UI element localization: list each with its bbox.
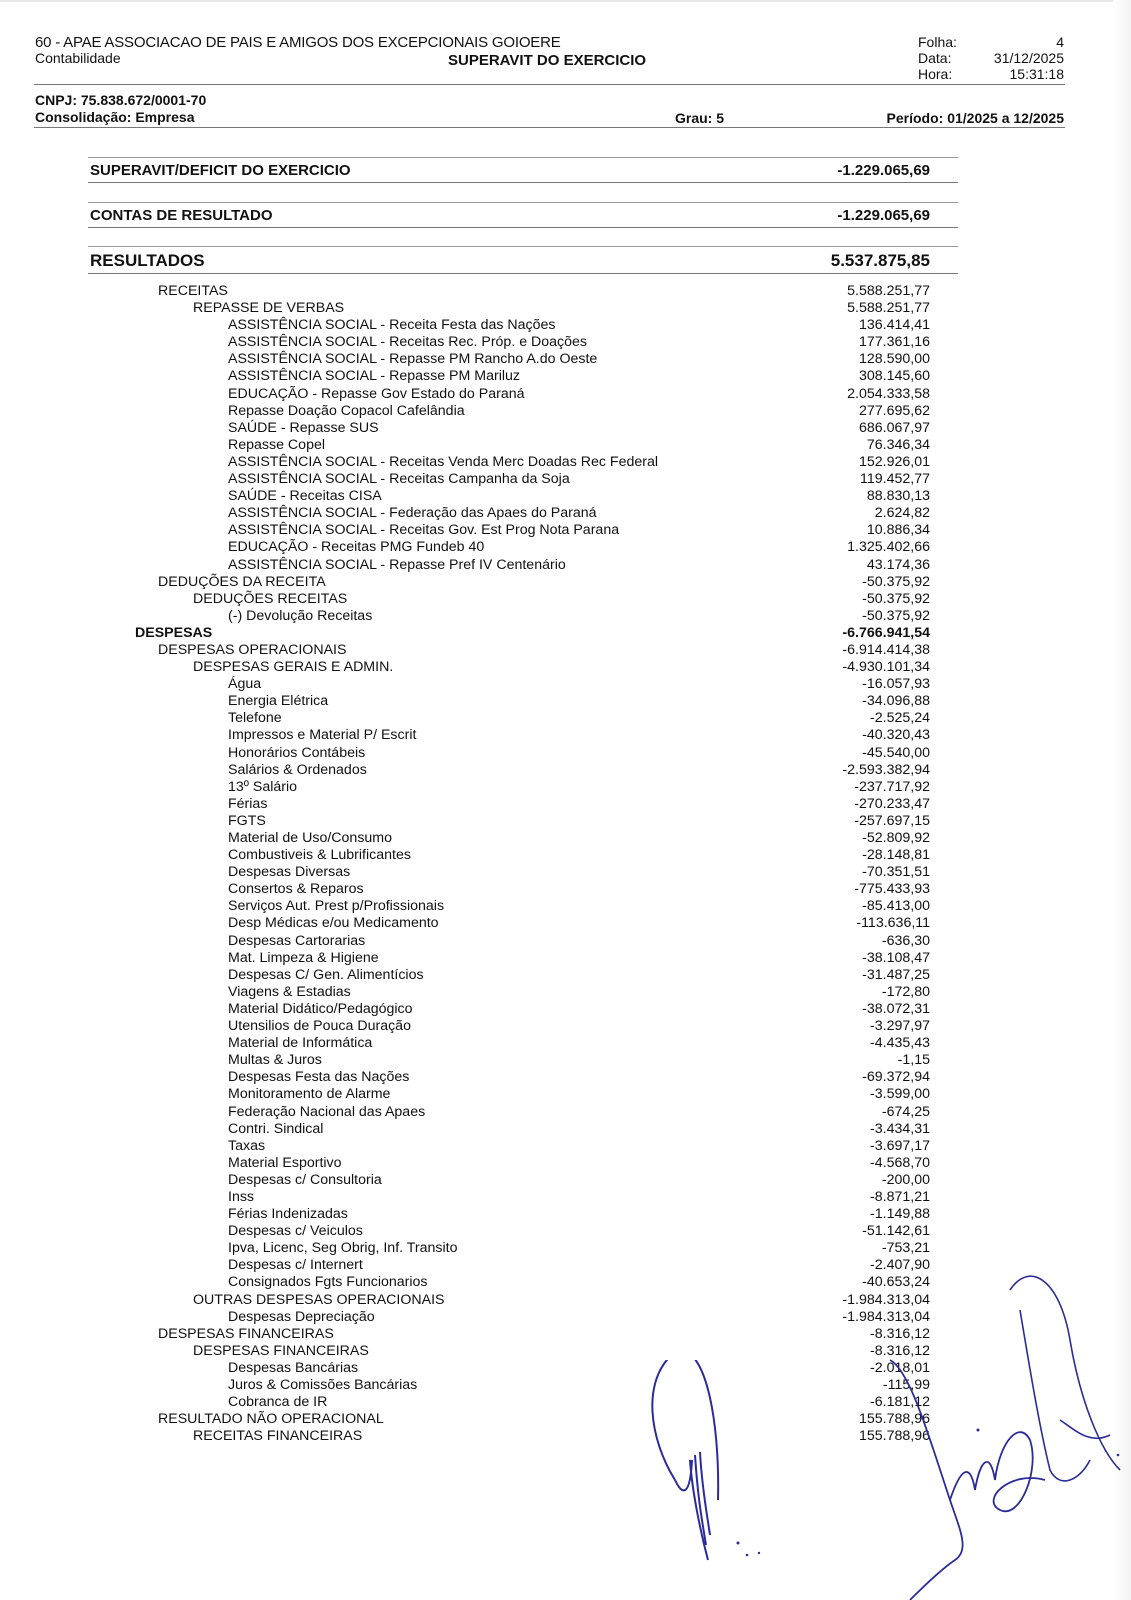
account-label: Energia Elétrica	[228, 693, 329, 710]
summary-rule	[88, 246, 958, 247]
account-label: Despesas Bancárias	[228, 1359, 359, 1376]
account-label: (-) Devolução Receitas	[228, 607, 373, 624]
account-label: Consignados Fgts Funcionarios	[228, 1274, 428, 1291]
account-value: -674,25	[881, 1103, 930, 1120]
account-row	[0, 1086, 1131, 1103]
account-row	[0, 1001, 1131, 1018]
account-label: ASSISTÊNCIA SOCIAL - Receitas Venda Merc Doadas Rec Federal	[228, 453, 659, 470]
account-value: -2.018,01	[870, 1359, 930, 1376]
account-row	[0, 403, 1131, 420]
account-row	[0, 420, 1131, 437]
account-row	[0, 950, 1131, 967]
account-row	[0, 1052, 1131, 1069]
account-value: 277.695,62	[858, 402, 930, 419]
account-label: OUTRAS DESPESAS OPERACIONAIS	[193, 1291, 445, 1308]
signature-right-icon	[860, 1270, 1131, 1600]
account-row	[0, 1018, 1131, 1035]
account-row	[0, 693, 1131, 710]
account-value: 152.926,01	[858, 453, 930, 470]
account-label: ASSISTÊNCIA SOCIAL - Receitas Campanha da Soja	[228, 471, 570, 488]
account-value: -1.984.313,04	[842, 1291, 930, 1308]
account-row	[0, 608, 1131, 625]
account-row	[0, 881, 1131, 898]
account-row	[0, 1155, 1131, 1172]
account-label: Serviços Aut. Prest p/Profissionais	[228, 898, 445, 915]
account-group-row	[0, 659, 1131, 676]
account-label: Material Esportivo	[228, 1154, 342, 1171]
account-row	[0, 762, 1131, 779]
account-row	[0, 813, 1131, 830]
account-value: -16.057,93	[862, 676, 930, 693]
account-value: -50.375,92	[862, 607, 930, 624]
header-divider	[34, 84, 1065, 85]
account-label: Impressos e Material P/ Escrit	[228, 727, 417, 744]
account-value: -1,15	[897, 1052, 930, 1069]
account-row	[0, 437, 1131, 454]
account-label: FGTS	[228, 812, 266, 829]
account-value: -2.525,24	[870, 710, 930, 727]
page-edge	[0, 0, 1131, 2]
account-value: 88.830,13	[866, 488, 930, 505]
account-row	[0, 933, 1131, 950]
account-label: Utensilios de Pouca Duração	[228, 1018, 411, 1035]
account-label: Inss	[228, 1188, 255, 1205]
account-value: 10.886,34	[866, 522, 930, 539]
account-label: Despesas Cartorarias	[228, 932, 366, 949]
summary-label: CONTAS DE RESULTADO	[90, 207, 273, 224]
account-label: Despesas Festa das Nações	[228, 1069, 410, 1086]
account-value: -45.540,00	[862, 744, 930, 761]
grade: Grau: 5	[675, 110, 725, 126]
account-row	[0, 1172, 1131, 1189]
account-value: -172,80	[881, 983, 930, 1000]
account-label: ASSISTÊNCIA SOCIAL - Repasse PM Rancho A.do Oeste	[228, 351, 598, 368]
account-value: 2.624,82	[874, 505, 930, 522]
account-row	[0, 351, 1131, 368]
account-value: -38.108,47	[862, 949, 930, 966]
account-row	[0, 368, 1131, 385]
account-value: -6.914.414,38	[842, 641, 930, 658]
account-row	[0, 386, 1131, 403]
account-value: 5.588.251,77	[847, 283, 930, 299]
report-title: SUPERAVIT DO EXERCICIO	[448, 52, 647, 69]
account-label: Férias Indenizadas	[228, 1206, 348, 1223]
account-row	[0, 727, 1131, 744]
account-label: Material Didático/Pedagógico	[228, 1000, 413, 1017]
account-label: DESPESAS	[135, 624, 213, 641]
account-row	[0, 676, 1131, 693]
organization-name: 60 - APAE ASSOCIACAO DE PAIS E AMIGOS DOS EXCEPCIONAIS GOIOERE	[35, 34, 561, 51]
meta-value: 4	[1056, 34, 1064, 50]
account-value: 119.452,77	[860, 471, 930, 488]
account-label: RESULTADO NÃO OPERACIONAL	[158, 1411, 384, 1428]
account-label: EDUCAÇÃO - Repasse Gov Estado do Paraná	[228, 385, 525, 402]
account-value: -753,21	[881, 1240, 930, 1257]
account-value: -6.181,12	[870, 1394, 930, 1411]
period: Período: 01/2025 a 12/2025	[886, 110, 1064, 126]
account-value: -50.375,92	[862, 573, 930, 590]
account-label: REPASSE DE VERBAS	[193, 300, 345, 317]
account-row	[0, 522, 1131, 539]
meta-label: Data:	[918, 50, 952, 66]
account-value: 177.361,16	[858, 334, 930, 351]
account-value: -200,00	[881, 1171, 930, 1188]
account-value: -40.653,24	[862, 1274, 930, 1291]
account-label: Despesas c/ Internert	[228, 1257, 363, 1274]
summary-value: -1.229.065,69	[837, 207, 930, 224]
subheader-divider	[34, 127, 1065, 128]
account-row	[0, 1104, 1131, 1121]
account-value: -69.372,94	[862, 1069, 930, 1086]
account-value: -115,99	[882, 1377, 930, 1393]
account-label: Material de Informática	[228, 1035, 373, 1052]
account-value: -237.717,92	[854, 778, 930, 795]
account-row	[0, 745, 1131, 762]
summary-results	[90, 249, 957, 271]
account-row	[0, 864, 1131, 881]
consolidation: Consolidação: Empresa	[35, 109, 195, 125]
meta-label: Hora:	[918, 66, 953, 82]
summary-label: SUPERAVIT/DEFICIT DO EXERCICIO	[90, 162, 351, 179]
account-label: Despesas c/ Consultoria	[228, 1171, 382, 1188]
account-value: -3.297,97	[870, 1018, 930, 1035]
account-label: Mat. Limpeza & Higiene	[228, 949, 379, 966]
account-label: Monitoramento de Alarme	[228, 1086, 391, 1103]
account-value: -4.568,70	[870, 1154, 930, 1171]
summary-value: 5.537.875,85	[830, 251, 930, 270]
account-value: -113.636,11	[856, 915, 930, 932]
account-value: 2.054.333,58	[847, 385, 930, 402]
account-row	[0, 967, 1131, 984]
account-value: -4.930.101,34	[842, 659, 930, 676]
account-label: RECEITAS FINANCEIRAS	[193, 1428, 363, 1445]
account-row	[0, 505, 1131, 522]
account-row	[0, 1223, 1131, 1240]
account-value: -3.697,17	[870, 1137, 930, 1154]
account-row	[0, 1206, 1131, 1223]
account-value: -6.766.941,54	[842, 624, 930, 641]
account-value: -85.413,00	[862, 898, 930, 915]
meta-label: Folha:	[918, 34, 957, 50]
account-row	[0, 488, 1131, 505]
summary-rule	[88, 273, 958, 274]
account-row	[0, 317, 1131, 334]
account-row	[0, 1069, 1131, 1086]
account-value: -70.351,51	[862, 864, 930, 881]
summary-rule	[88, 227, 958, 228]
account-row	[0, 471, 1131, 488]
account-value: 76.346,34	[866, 436, 930, 453]
account-value: -636,30	[881, 932, 930, 949]
account-label: Federação Nacional das Apaes	[228, 1103, 426, 1120]
account-value: 155.788,96	[858, 1428, 930, 1445]
account-label: Viagens & Estadias	[228, 983, 351, 1000]
cnpj: CNPJ: 75.838.672/0001-70	[35, 92, 207, 108]
account-value: 155.788,96	[858, 1411, 930, 1428]
account-label: Repasse Doação Copacol Cafelândia	[228, 402, 465, 419]
account-value: -51.142,61	[862, 1223, 930, 1240]
summary-label: RESULTADOS	[90, 251, 205, 270]
account-label: Honorários Contábeis	[228, 744, 366, 761]
account-value: -3.599,00	[870, 1086, 930, 1103]
account-row	[0, 454, 1131, 471]
account-value: -270.233,47	[854, 795, 930, 812]
account-value: -8.871,21	[870, 1188, 930, 1205]
account-label: ASSISTÊNCIA SOCIAL - Federação das Apaes do Paraná	[228, 505, 597, 522]
account-label: ASSISTÊNCIA SOCIAL - Repasse Pref IV Centenário	[228, 556, 566, 573]
account-label: DESPESAS OPERACIONAIS	[158, 641, 347, 658]
account-label: DEDUÇÕES DA RECEITA	[158, 573, 326, 590]
account-label: 13º Salário	[228, 778, 298, 795]
account-label: Telefone	[228, 710, 282, 727]
meta-value: 15:31:18	[1009, 66, 1064, 82]
account-label: Combustiveis & Lubrificantes	[228, 847, 411, 864]
account-value: 308.145,60	[858, 368, 930, 385]
account-group-row	[0, 300, 1131, 317]
account-value: -52.809,92	[862, 830, 930, 846]
account-value: -2.407,90	[870, 1257, 930, 1274]
report-meta	[918, 34, 1064, 82]
account-row	[0, 1240, 1131, 1257]
account-value: -2.593.382,94	[842, 761, 930, 778]
account-label: Desp Médicas e/ou Medicamento	[228, 915, 439, 932]
account-row	[0, 915, 1131, 932]
account-label: Ipva, Licenc, Seg Obrig, Inf. Transito	[228, 1240, 458, 1257]
account-value: -775.433,93	[854, 881, 930, 898]
account-value: 686.067,97	[858, 419, 930, 436]
summary-rule	[88, 182, 958, 183]
account-label: Contri. Sindical	[228, 1120, 324, 1137]
summary-rule	[88, 157, 958, 158]
account-value: 1.325.402,66	[847, 539, 930, 556]
account-group-row	[0, 625, 1131, 642]
account-value: -257.697,15	[854, 812, 930, 829]
account-label: Consertos & Reparos	[228, 881, 364, 898]
account-value: -38.072,31	[862, 1000, 930, 1017]
account-label: SAÚDE - Receitas CISA	[228, 488, 382, 505]
account-value: -3.434,31	[870, 1120, 930, 1137]
account-row	[0, 1121, 1131, 1138]
account-label: Despesas C/ Gen. Alimentícios	[228, 966, 424, 983]
account-label: Juros & Comissões Bancárias	[228, 1377, 418, 1393]
department-label: Contabilidade	[35, 50, 121, 66]
account-value: 136.414,41	[858, 317, 930, 334]
account-label: Água	[228, 676, 262, 693]
account-row	[0, 984, 1131, 1001]
account-label: ASSISTÊNCIA SOCIAL - Receitas Rec. Próp. e Doações	[228, 334, 588, 351]
account-value: -31.487,25	[862, 966, 930, 983]
account-row	[0, 1035, 1131, 1052]
account-row	[0, 779, 1131, 796]
account-group-row	[0, 591, 1131, 608]
account-label: Taxas	[228, 1137, 266, 1154]
account-group-row	[0, 283, 1131, 300]
account-group-row	[0, 574, 1131, 591]
account-label: Despesas Depreciação	[228, 1308, 375, 1325]
account-label: DESPESAS FINANCEIRAS	[193, 1342, 369, 1359]
account-row	[0, 334, 1131, 351]
account-value: 43.174,36	[866, 556, 930, 573]
summary-result-accounts	[90, 205, 957, 227]
account-row	[0, 830, 1131, 847]
account-value: -8.316,12	[870, 1342, 930, 1359]
account-label: ASSISTÊNCIA SOCIAL - Receita Festa das Nações	[228, 317, 556, 334]
account-value: -4.435,43	[870, 1035, 930, 1052]
summary-rule	[88, 202, 958, 203]
account-row	[0, 539, 1131, 556]
account-row	[0, 1138, 1131, 1155]
account-row	[0, 796, 1131, 813]
account-row	[0, 898, 1131, 915]
account-label: SAÚDE - Repasse SUS	[228, 419, 379, 436]
account-value: -8.316,12	[870, 1325, 930, 1342]
summary-surplus-deficit	[90, 160, 957, 182]
meta-sheet	[918, 34, 1064, 50]
meta-time	[918, 66, 1064, 82]
account-row	[0, 1189, 1131, 1206]
account-label: DESPESAS FINANCEIRAS	[158, 1325, 334, 1342]
account-label: Despesas c/ Veiculos	[228, 1223, 363, 1240]
account-label: ASSISTÊNCIA SOCIAL - Repasse PM Mariluz	[228, 368, 520, 385]
account-value: -40.320,43	[862, 727, 930, 744]
account-label: Multas & Juros	[228, 1052, 322, 1069]
account-label: Férias	[228, 795, 268, 812]
account-label: ASSISTÊNCIA SOCIAL - Receitas Gov. Est Prog Nota Parana	[228, 522, 620, 539]
account-label: Repasse Copel	[228, 436, 326, 453]
account-value: -1.149,88	[870, 1206, 930, 1223]
account-row	[0, 710, 1131, 727]
account-row	[0, 557, 1131, 574]
meta-value: 31/12/2025	[993, 50, 1064, 66]
account-value: 128.590,00	[858, 351, 930, 368]
account-label: Salários & Ordenados	[228, 761, 367, 778]
account-label: Material de Uso/Consumo	[228, 830, 393, 846]
account-row	[0, 847, 1131, 864]
summary-value: -1.229.065,69	[837, 162, 930, 179]
account-value: -1.984.313,04	[842, 1308, 930, 1325]
account-label: DESPESAS GERAIS E ADMIN.	[193, 659, 394, 676]
account-group-row	[0, 642, 1131, 659]
account-label: EDUCAÇÃO - Receitas PMG Fundeb 40	[228, 539, 485, 556]
account-label: DEDUÇÕES RECEITAS	[193, 590, 348, 607]
account-label: Despesas Diversas	[228, 864, 351, 881]
account-value: -50.375,92	[862, 590, 930, 607]
account-value: -34.096,88	[862, 693, 930, 710]
meta-date	[918, 50, 1064, 66]
account-value: -28.148,81	[862, 847, 930, 864]
account-label: Cobranca de IR	[228, 1394, 328, 1411]
account-label: RECEITAS	[158, 283, 228, 299]
account-value: 5.588.251,77	[847, 300, 930, 317]
